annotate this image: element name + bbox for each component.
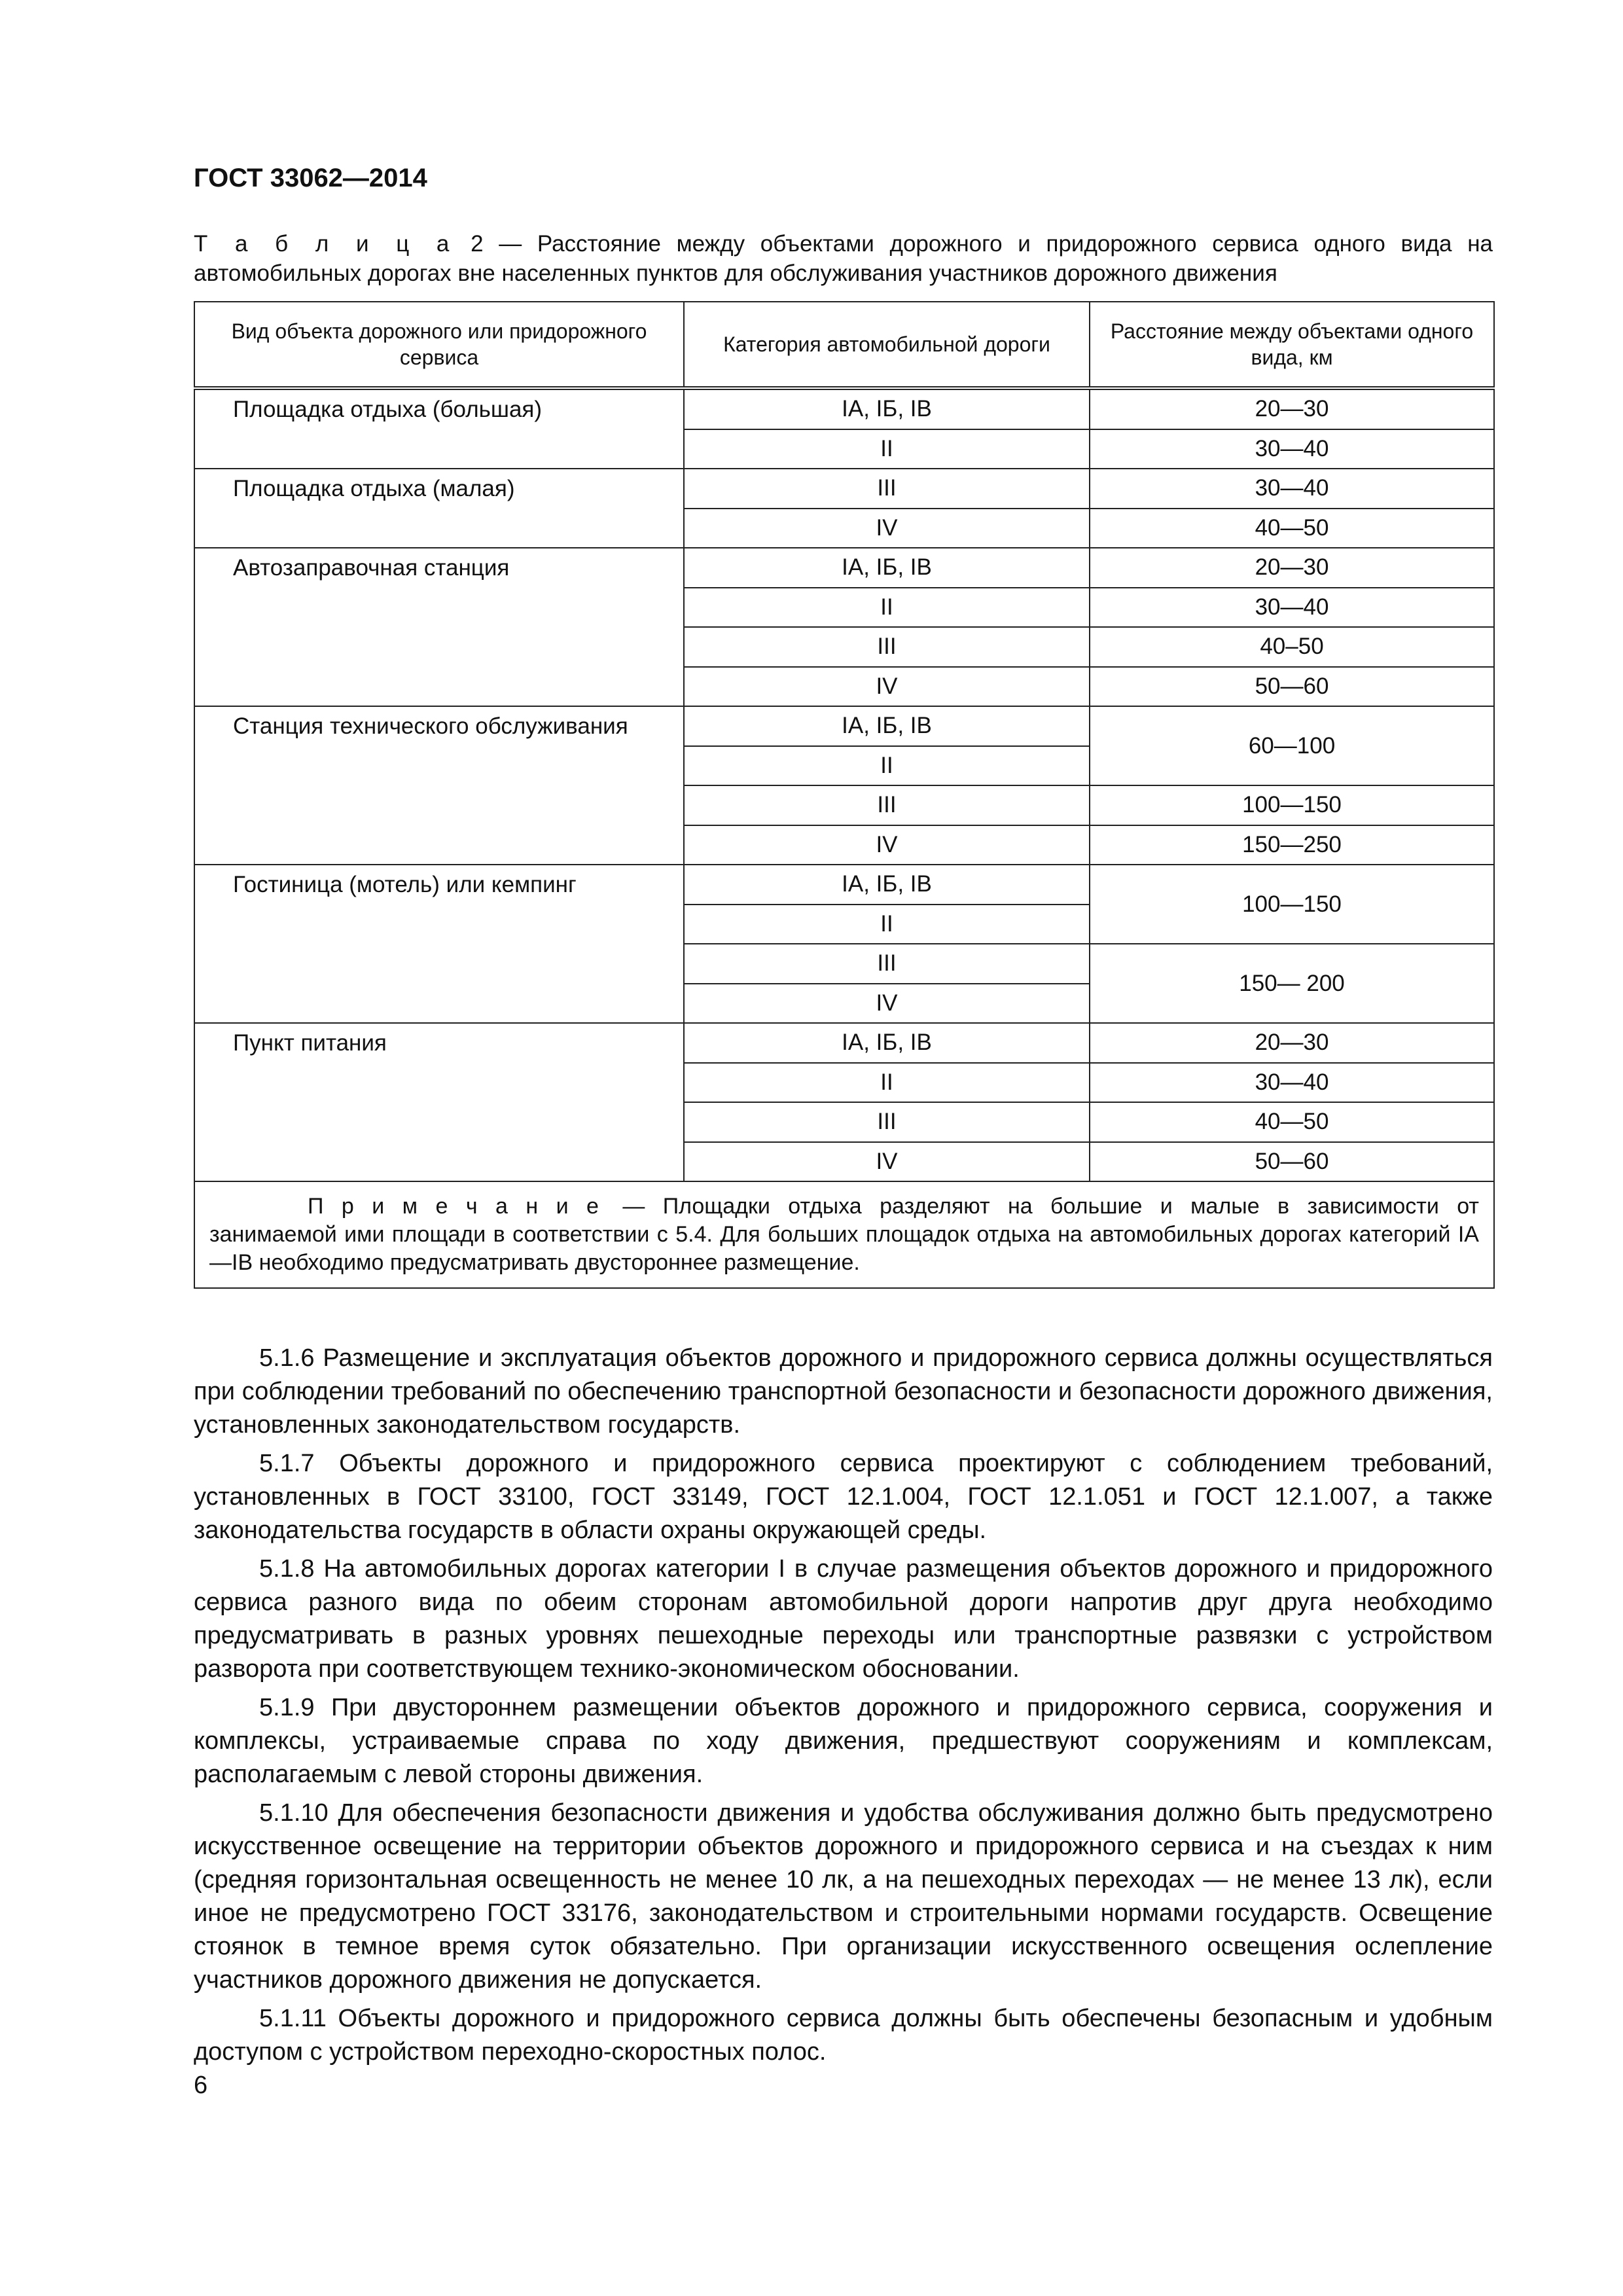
distance-cell: 30—40 [1090, 469, 1494, 509]
road-category-cell: IV [684, 667, 1090, 707]
distance-cell: 60—100 [1090, 706, 1494, 785]
road-category-cell: IA, IБ, IB [684, 388, 1090, 429]
body-paragraph: 5.1.6 Размещение и эксплуатация объектов дорожного и придорожного сервиса должны осуществляться при соблюдении требований по обеспечению транспортной безопасности и безопасности дорожного движения, установленных законодательством государств. [194, 1344, 1493, 1439]
table-caption [194, 229, 1493, 288]
distance-cell: 100—150 [1090, 865, 1494, 944]
caption-prefix: Т а б л и ц а [194, 231, 455, 257]
road-category-cell: IA, IБ, IB [684, 706, 1090, 746]
distance-cell: 40—50 [1090, 1102, 1494, 1142]
road-category-cell: IA, IБ, IB [684, 548, 1090, 588]
road-category-cell: IV [684, 1142, 1090, 1182]
table-row [194, 548, 1494, 588]
header-distance: Расстояние между объектами одного вида, км [1090, 302, 1494, 388]
table-row [194, 388, 1494, 429]
object-type-cell: Площадка отдыха (большая) [194, 388, 684, 469]
road-category-cell: II [684, 588, 1090, 628]
table-body [194, 388, 1494, 1181]
road-category-cell: IV [684, 509, 1090, 548]
distance-cell: 40–50 [1090, 627, 1494, 667]
distance-cell: 30—40 [1090, 429, 1494, 469]
object-type-cell: Площадка отдыха (малая) [194, 469, 684, 548]
distance-cell: 30—40 [1090, 588, 1494, 628]
road-category-cell: III [684, 1102, 1090, 1142]
distance-cell: 20—30 [1090, 388, 1494, 429]
road-category-cell: II [684, 746, 1090, 786]
distance-cell: 50—60 [1090, 667, 1494, 707]
distance-cell: 20—30 [1090, 548, 1494, 588]
body-paragraph: 5.1.7 Объекты дорожного и придорожного сервиса проектируют с соблюдением требований, установленных в ГОСТ 33100, ГОСТ 33149, ГОСТ 12.1.004, ГОСТ 12.1.051 и ГОСТ 12.1.007, а также законодательства государств в области охраны окружающей среды. [194, 1450, 1493, 1544]
note-text: — Площадки отдыха разделяют на большие и малые в зависимости от занимаемой ими площади в соответствии с 5.4. Для больших площадок отдыха на автомобильных дорогах категорий IA—IB необходимо предусматривать двустороннее размещение. [209, 1194, 1479, 1275]
table-row [194, 706, 1494, 746]
road-category-cell: II [684, 429, 1090, 469]
distance-cell: 30—40 [1090, 1063, 1494, 1103]
road-category-cell: III [684, 944, 1090, 984]
note-lead: П р и м е ч а н и е [308, 1194, 605, 1219]
distance-cell: 40—50 [1090, 509, 1494, 548]
table-note [194, 1181, 1494, 1288]
road-category-cell: IV [684, 825, 1090, 865]
road-category-cell: III [684, 785, 1090, 825]
distance-cell: 50—60 [1090, 1142, 1494, 1182]
object-type-cell: Автозаправочная станция [194, 548, 684, 706]
body-paragraphs [194, 1342, 1493, 2074]
header-object-type: Вид объекта дорожного или придорожного сервиса [194, 302, 684, 388]
body-paragraph: 5.1.8 На автомобильных дорогах категории I в случае размещения объектов дорожного и придорожного сервиса разного вида по обеим сторонам автомобильной дороги напротив друг друга необходимо предусматривать в разных уровнях пешеходные переходы или транспортные развязки с устройством разворота при соответствующем технико-экономическом обосновании. [194, 1555, 1493, 1683]
road-category-cell: II [684, 1063, 1090, 1103]
road-category-cell: IA, IБ, IB [684, 1023, 1090, 1063]
table-note-row [194, 1181, 1494, 1288]
road-category-cell: III [684, 627, 1090, 667]
header-road-category: Категория автомобильной дороги [684, 302, 1090, 388]
road-category-cell: IV [684, 984, 1090, 1024]
object-type-cell: Пункт питания [194, 1023, 684, 1181]
table-header-row [194, 302, 1494, 388]
road-category-cell: III [684, 469, 1090, 509]
body-paragraph: 5.1.9 При двустороннем размещении объектов дорожного и придорожного сервиса, сооружения и комплексы, устраиваемые справа по ходу движения, предшествуют сооружениям и комплексам, располагаемым с левой стороны движения. [194, 1694, 1493, 1788]
distance-cell: 150— 200 [1090, 944, 1494, 1023]
standard-header: ГОСТ 33062—2014 [194, 164, 427, 192]
distance-cell: 20—30 [1090, 1023, 1494, 1063]
body-paragraph: 5.1.10 Для обеспечения безопасности движения и удобства обслуживания должно быть предусмотрено искусственное освещение на территории объектов дорожного и придорожного сервиса и на съездах к ним (средняя горизонтальная освещенность не менее 10 лк, а на пешеходных переходах — не менее 13 лк), если иное не предусмотрено ГОСТ 33176, законодательством и строительными нормами государств. Освещение стоянок в темное время суток обязательно. При организации искусственного освещения ослепление участников дорожного движения не допускается. [194, 1799, 1493, 1994]
body-paragraph: 5.1.11 Объекты дорожного и придорожного сервиса должны быть обеспечены безопасным и удобным доступом с устройством переходно-скоростных полос. [194, 2005, 1493, 2066]
table-row [194, 865, 1494, 905]
distance-cell: 100—150 [1090, 785, 1494, 825]
page-number: 6 [194, 2072, 208, 2099]
object-type-cell: Гостиница (мотель) или кемпинг [194, 865, 684, 1023]
distance-table [194, 301, 1495, 1289]
caption-text: 2 — Расстояние между объектами дорожного и придорожного сервиса одного вида на автомобильных дорогах вне населенных пунктов для обслуживания участников дорожного движения [194, 231, 1493, 286]
object-type-cell: Станция технического обслуживания [194, 706, 684, 865]
distance-cell: 150—250 [1090, 825, 1494, 865]
road-category-cell: II [684, 905, 1090, 944]
table-row [194, 1023, 1494, 1063]
table-row [194, 469, 1494, 509]
road-category-cell: IA, IБ, IB [684, 865, 1090, 905]
